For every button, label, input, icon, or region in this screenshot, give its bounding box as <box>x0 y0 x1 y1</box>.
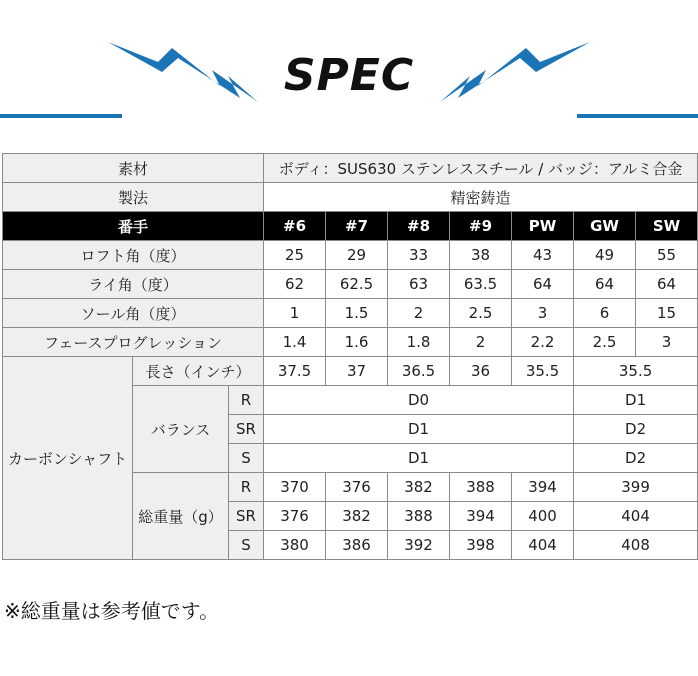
table-cell: D0 <box>264 386 574 415</box>
table-cell: 36.5 <box>388 357 450 386</box>
table-cell: 404 <box>574 502 698 531</box>
table-cell: 1.6 <box>326 328 388 357</box>
table-cell: 63 <box>388 270 450 299</box>
method-row <box>3 183 698 212</box>
face-progression-row <box>3 328 698 357</box>
table-cell: 408 <box>574 531 698 560</box>
table-cell: 63.5 <box>450 270 512 299</box>
table-cell: 62.5 <box>326 270 388 299</box>
table-cell: 2.2 <box>512 328 574 357</box>
length-row <box>3 357 698 386</box>
table-cell: D1 <box>264 444 574 473</box>
weight-label: 総重量（g） <box>133 473 229 560</box>
table-cell: 64 <box>636 270 698 299</box>
table-cell: 2 <box>450 328 512 357</box>
table-cell: 15 <box>636 299 698 328</box>
table-cell: 1 <box>264 299 326 328</box>
club-number-cell: #8 <box>388 212 450 241</box>
table-cell: 37.5 <box>264 357 326 386</box>
table-cell: 382 <box>326 502 388 531</box>
table-cell: 404 <box>512 531 574 560</box>
table-cell: 399 <box>574 473 698 502</box>
table-cell: 394 <box>512 473 574 502</box>
face-progression-label: フェースプログレッション <box>3 328 264 357</box>
table-cell: 380 <box>264 531 326 560</box>
method-value: 精密鋳造 <box>264 183 698 212</box>
table-cell: 38 <box>450 241 512 270</box>
loft-row <box>3 241 698 270</box>
table-cell: 2.5 <box>574 328 636 357</box>
table-cell: 49 <box>574 241 636 270</box>
table-cell: 1.8 <box>388 328 450 357</box>
table-cell: 29 <box>326 241 388 270</box>
header-divider-right <box>577 114 698 118</box>
flex-label: SR <box>229 502 264 531</box>
lie-label: ライ角（度） <box>3 270 264 299</box>
table-cell: 398 <box>450 531 512 560</box>
table-cell: 386 <box>326 531 388 560</box>
club-number-cell: #7 <box>326 212 388 241</box>
table-cell: 3 <box>636 328 698 357</box>
table-cell: 6 <box>574 299 636 328</box>
sole-label: ソール角（度） <box>3 299 264 328</box>
footnote: ※総重量は参考値です。 <box>4 599 220 623</box>
table-cell: D2 <box>574 444 698 473</box>
table-cell: 25 <box>264 241 326 270</box>
spec-table <box>2 153 698 560</box>
table-cell: 382 <box>388 473 450 502</box>
club-number-cell: #9 <box>450 212 512 241</box>
table-cell: 37 <box>326 357 388 386</box>
table-cell: 64 <box>574 270 636 299</box>
club-number-cell: SW <box>636 212 698 241</box>
table-cell: 376 <box>264 502 326 531</box>
table-cell: 400 <box>512 502 574 531</box>
table-cell: 43 <box>512 241 574 270</box>
length-label: 長さ（インチ） <box>133 357 264 386</box>
sole-row <box>3 299 698 328</box>
table-cell: 1.4 <box>264 328 326 357</box>
table-cell: D1 <box>574 386 698 415</box>
flex-label: SR <box>229 415 264 444</box>
club-number-cell: PW <box>512 212 574 241</box>
table-cell: 35.5 <box>512 357 574 386</box>
table-cell: 55 <box>636 241 698 270</box>
method-label: 製法 <box>3 183 264 212</box>
table-cell: 2 <box>388 299 450 328</box>
club-number-header-row <box>3 212 698 241</box>
table-cell: 36 <box>450 357 512 386</box>
table-cell: 388 <box>450 473 512 502</box>
table-cell: 64 <box>512 270 574 299</box>
table-cell: 370 <box>264 473 326 502</box>
header-divider-left <box>0 114 122 118</box>
material-value: ボディ：SUS630 ステンレススチール / バッジ：アルミ合金 <box>264 154 698 183</box>
material-row <box>3 154 698 183</box>
flex-label: S <box>229 444 264 473</box>
table-cell: 3 <box>512 299 574 328</box>
table-cell: 1.5 <box>326 299 388 328</box>
table-cell: 394 <box>450 502 512 531</box>
flex-label: R <box>229 473 264 502</box>
lie-row <box>3 270 698 299</box>
club-number-cell: GW <box>574 212 636 241</box>
table-cell: 392 <box>388 531 450 560</box>
table-cell: 388 <box>388 502 450 531</box>
table-cell: 35.5 <box>574 357 698 386</box>
table-cell: D2 <box>574 415 698 444</box>
carbon-shaft-label: カーボンシャフト <box>3 357 133 560</box>
table-cell: 376 <box>326 473 388 502</box>
lightning-bolt-right-icon <box>440 42 590 108</box>
table-cell: 33 <box>388 241 450 270</box>
balance-label: バランス <box>133 386 229 473</box>
table-cell: 62 <box>264 270 326 299</box>
flex-label: R <box>229 386 264 415</box>
page-title: SPEC <box>283 50 415 101</box>
flex-label: S <box>229 531 264 560</box>
table-cell: 2.5 <box>450 299 512 328</box>
material-label: 素材 <box>3 154 264 183</box>
loft-label: ロフト角（度） <box>3 241 264 270</box>
club-number-label: 番手 <box>3 212 264 241</box>
club-number-cell: #6 <box>264 212 326 241</box>
table-cell: D1 <box>264 415 574 444</box>
